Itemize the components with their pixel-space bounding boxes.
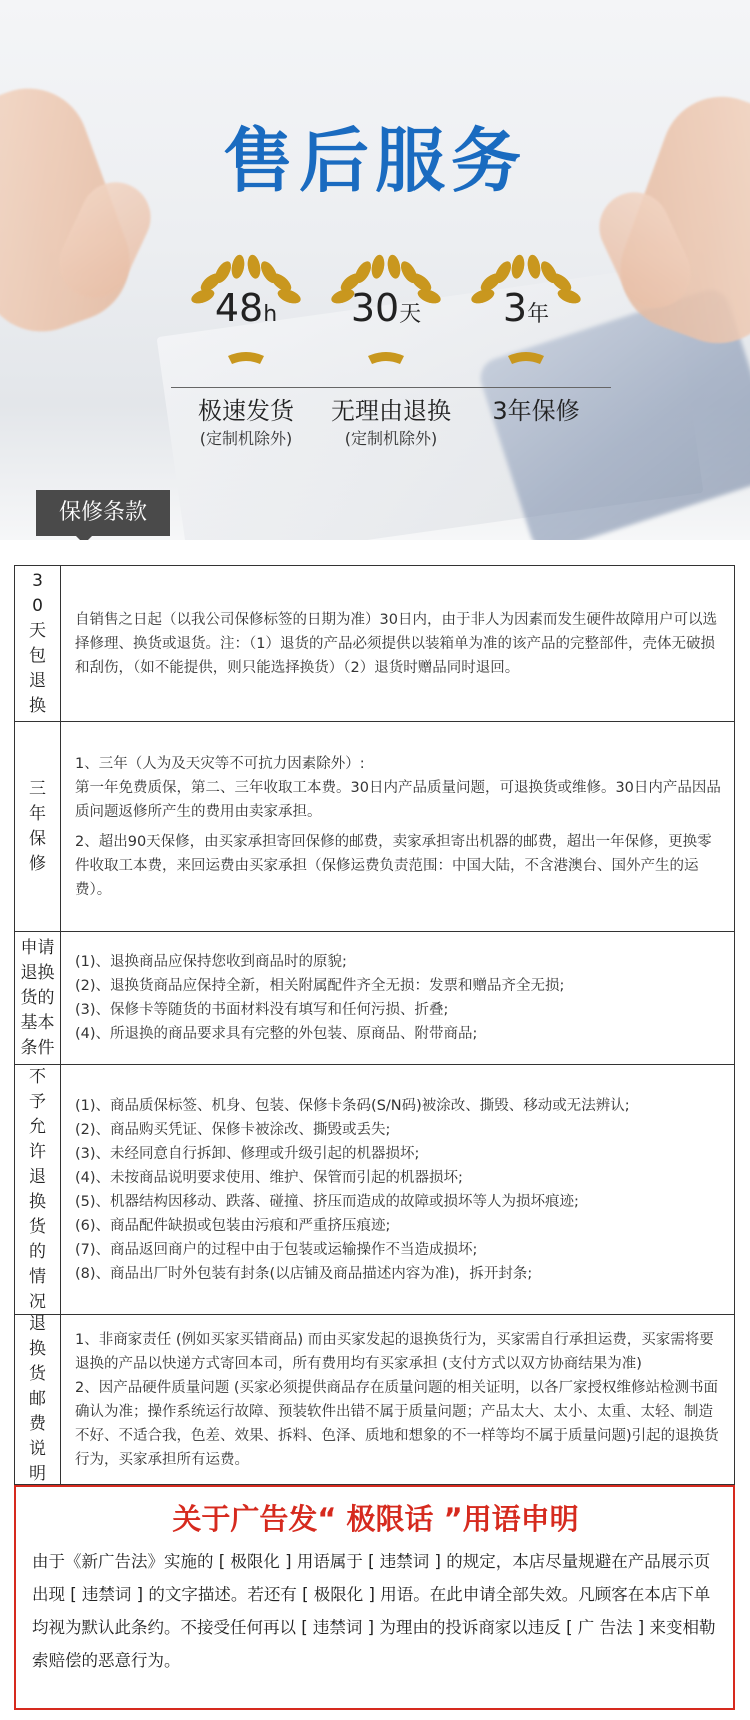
row-content: 1、三年（人为及天灾等不可抗力因素除外）: 第一年免费质保，第二、三年收取工本费。30日内产品质量问题，可退换货或维修。30日内产品因品质问题返修所产生的费用由卖家承担。 2、超出90天保修，由买家承担寄回保修的邮费，卖家承担寄出机器的邮费，超出一年保修，更换零件收取工本费，来回运费由买家承担（保修运费负责范围：中国大陆，不含港澳台、国外产生的运费）。 [75,755,721,898]
disclaimer-title: 关于广告发“ 极限话 ”用语申明 [172,1502,579,1536]
laurel-leaf [526,254,542,280]
badge-value: 30天 [350,286,422,330]
row-content: (1)、退换商品应保持您收到商品时的原貌; (2)、退换货商品应保持全新，相关附属配件齐全无损：发票和赠品齐全无损; (3)、保修卡等随货的书面材料没有填写和任何污损、折叠; (4)、所退换的商品要求具有完整的外包装、原商品、附带商品; [75,954,565,1042]
row-heading: 三年保修 [15,722,61,931]
badge-label-warranty: 3年保修 [461,387,611,428]
advertising-law-disclaimer [14,1485,735,1710]
badge-30-days [316,252,456,372]
row-heading: 30天包退换 [15,566,61,721]
laurel-ribbon [228,352,264,364]
row-heading: 申请退换货的基本条件 [15,932,61,1064]
row-heading: 不予允许退换货的情况 [15,1065,61,1314]
laurel-leaf [510,254,526,280]
page-title: 售后服务 [223,120,527,202]
badge-label-fast-shipping: 极速发货 (定制机除外) [171,387,321,450]
laurel-ribbon [508,352,544,364]
laurel-leaf [246,254,262,280]
table-row [15,931,734,1064]
table-row [15,721,734,931]
after-sales-banner [0,0,750,540]
row-content: 1、非商家责任 (例如买家买错商品) 而由买家发起的退换货行为，买家需自行承担运费，买家需将要退换的产品以快递方式寄回本司，所有费用均有买家承担 (支付方式以双方协商结果为准) 2、因产品硬件质量问题 (买家必须提供商品存在质量问题的相关证明，以各厂家授权维修站检测书面确认为准；操作系统运行故障、预装软件出错不属于质量问题；产品太大、太小、太重、太轻、制造不好、不适合我，色差、效果、拆料、色泽、质地和想象的不一样等均不属于质量问题)引起的退换货行为，买家承担所有运费。 [75,1331,719,1468]
laurel-leaf [370,254,386,280]
warranty-terms-table [14,565,735,1485]
row-heading: 退换货邮费说明 [15,1315,61,1484]
badge-label-free-return: 无理由退换 (定制机除外) [316,387,466,450]
table-row [15,1064,734,1314]
laurel-leaf [230,254,246,280]
section-tab-warranty-terms: 保修条款 [36,490,170,536]
row-content: 自销售之日起（以我公司保修标签的日期为准）30日内，由于非人为因素而发生硬件故障用户可以选择修理、换货或退货。注：（1）退货的产品必须提供以装箱单为准的该产品的完整部件，壳体无破损和刮伤，（如不能提供，则只能选择换货）（2）退货时赠品同时退回。 [75,611,717,676]
badge-value: 48h [214,286,278,330]
laurel-ribbon [368,352,404,364]
badge-3-years [456,252,596,372]
badge-48h [176,252,316,372]
disclaimer-body: 由于《新广告法》实施的 [ 极限化 ] 用语属于 [ 违禁词 ] 的规定，本店尽量规避在产品展示页出现 [ 违禁词 ] 的文字描述。若还有 [ 极限化 ] 用语。在此申请全部失效。凡顾客在本店下单均视为默认此条约。不接受任何再以 [ 违禁词 ] 为理由的投诉商家以违反 [ 广 告法 ] 来变相勒索赔偿的恶意行为。 [32,1552,716,1670]
row-content: (1)、商品质保标签、机身、包装、保修卡条码(S/N码)被涂改、撕毁、移动或无法辨认; (2)、商品购买凭证、保修卡被涂改、撕毁或丢失; (3)、未经同意自行拆卸、修理或升级引起的机器损坏; (4)、未按商品说明要求使用、维护、保管而引起的机器损坏; (5)、机器结构因移动、跌落、碰撞、挤压而造成的故障或损坏等人为损坏痕迹; (6)、商品配件缺损或包装由污痕和严重挤压痕迹; (7)、商品返回商户的过程中由于包装或运输操作不当造成损坏; (8)、商品出厂时外包装有封条(以店铺及商品描述内容为准)，拆开封条; [75,1097,630,1282]
table-row [15,566,734,721]
laurel-leaf [386,254,402,280]
table-row [15,1314,734,1484]
badge-value: 3年 [502,286,550,330]
